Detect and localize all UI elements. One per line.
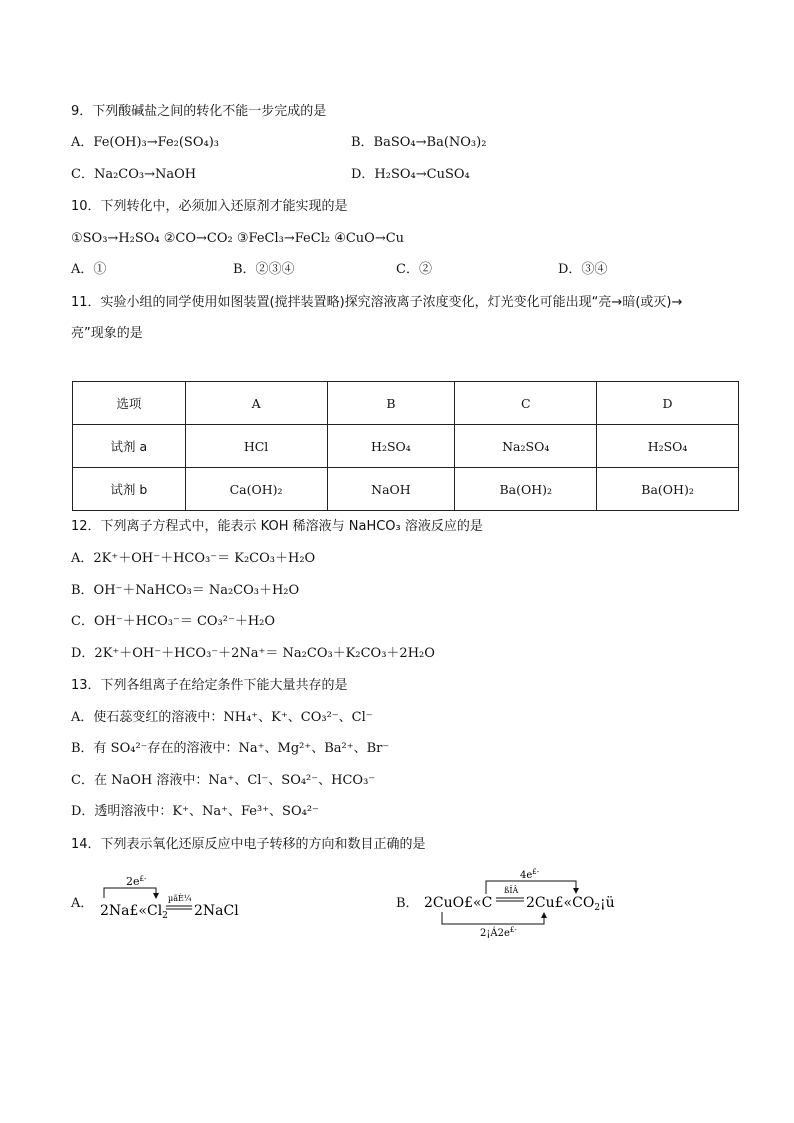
q14-option-b-equation — [420, 866, 630, 938]
q10-option-d: D．③④ — [558, 262, 608, 277]
q10-option-a: A．① — [71, 262, 107, 277]
table-cell: H₂SO₄ — [597, 425, 739, 468]
top-transfer-arrow — [486, 881, 576, 894]
q12-option-c: C．OH⁻＋HCO₃⁻＝ CO₃²⁻＋H₂O — [71, 614, 276, 629]
table-cell: 试剂 a — [73, 425, 186, 468]
q14-stem: 14．下列表示氧化还原反应中电子转移的方向和数目正确的是 — [71, 837, 426, 852]
arrow-head-icon — [573, 888, 579, 894]
top-electron-label: 4e£- — [520, 868, 540, 881]
q9-option-b: B．BaSO₄→Ba(NO₃)₂ — [351, 135, 487, 150]
table-cell: Ba(OH)₂ — [597, 468, 739, 511]
table-header-cell: 选项 — [73, 382, 186, 425]
q13-option-d: D．透明溶液中：K⁺、Na⁺、Fe³⁺、SO₄²⁻ — [71, 804, 319, 819]
table-cell: Na₂SO₄ — [455, 425, 597, 468]
products: 2NaCl — [194, 903, 239, 919]
q11-reagent-table — [72, 381, 739, 511]
table-header-cell: D — [597, 382, 739, 425]
q13-option-c: C．在 NaOH 溶液中：Na⁺、Cl⁻、SO₄²⁻、HCO₃⁻ — [71, 773, 376, 788]
q13-option-a: A．使石蕊变红的溶液中：NH₄⁺、K⁺、CO₃²⁻、Cl⁻ — [71, 710, 373, 725]
reactants: 2CuO£«C — [424, 895, 493, 911]
q11-stem-line1: 11．实验小组的同学使用如图装置(搅拌装置略)探究溶液离子浓度变化，灯光变化可能出现“亮→暗(或灭)→ — [71, 295, 683, 310]
q12-stem: 12．下列离子方程式中，能表示 KOH 稀溶液与 NaHCO₃ 溶液反应的是 — [71, 519, 483, 534]
arrow-head-icon — [541, 912, 547, 918]
table-cell: HCl — [185, 425, 327, 468]
q13-stem: 13．下列各组离子在给定条件下能大量共存的是 — [71, 678, 348, 693]
q12-option-b: B．OH⁻＋NaHCO₃＝ Na₂CO₃＋H₂O — [71, 583, 300, 598]
q12-option-a: A．2K⁺＋OH⁻＋HCO₃⁻＝ K₂CO₃＋H₂O — [71, 551, 316, 566]
q9-option-d: D．H₂SO₄→CuSO₄ — [351, 167, 470, 182]
table-cell: 试剂 b — [73, 468, 186, 511]
table-cell: NaOH — [327, 468, 455, 511]
table-cell: Ca(OH)₂ — [185, 468, 327, 511]
table-header-row — [73, 382, 739, 425]
bottom-electron-label: 2¡Á2e£- — [480, 926, 517, 938]
condition-label: ßÎÂ — [504, 886, 519, 895]
table-cell: Ba(OH)₂ — [455, 468, 597, 511]
q9-option-c: C．Na₂CO₃→NaOH — [71, 167, 197, 182]
bottom-transfer-arrow — [442, 912, 544, 924]
products: $2Cu£«CO_2¡ü$ — [526, 895, 615, 913]
table-header-cell: B — [327, 382, 455, 425]
q11-stem-line2: 亮”现象的是 — [71, 326, 143, 341]
table-row — [73, 425, 739, 468]
table-header-cell: A — [185, 382, 327, 425]
q9-option-a: A．Fe(OH)₃→Fe₂(SO₄)₃ — [71, 135, 219, 150]
table-cell: H₂SO₄ — [327, 425, 455, 468]
arrow-head-icon — [153, 893, 159, 899]
condition-label: µãÈ¼ — [168, 894, 192, 903]
q10-stem: 10．下列转化中，必须加入还原剂才能实现的是 — [71, 199, 348, 214]
q10-option-c: C．② — [396, 262, 432, 277]
q14-option-a-equation — [96, 868, 266, 924]
table-row — [73, 468, 739, 511]
table-header-cell: C — [455, 382, 597, 425]
q13-option-b: B．有 SO₄²⁻存在的溶液中：Na⁺、Mg²⁺、Ba²⁺、Br⁻ — [71, 741, 390, 756]
q9-stem: 9．下列酸碱盐之间的转化不能一步完成的是 — [71, 104, 327, 119]
reactants: $2Na£«Cl_2$ — [100, 903, 168, 921]
q10-option-b: B．②③④ — [233, 262, 295, 277]
q14-option-a-label: A． — [71, 896, 94, 911]
q14-option-b-label: B． — [396, 896, 419, 911]
electron-count-label: 2e£- — [126, 875, 147, 888]
q10-items: ①SO₃→H₂SO₄ ②CO→CO₂ ③FeCl₃→FeCl₂ ④CuO→Cu — [71, 231, 405, 246]
electron-transfer-arrow — [104, 888, 156, 898]
q12-option-d: D．2K⁺＋OH⁻＋HCO₃⁻＋2Na⁺＝ Na₂CO₃＋K₂CO₃＋2H₂O — [71, 646, 435, 661]
